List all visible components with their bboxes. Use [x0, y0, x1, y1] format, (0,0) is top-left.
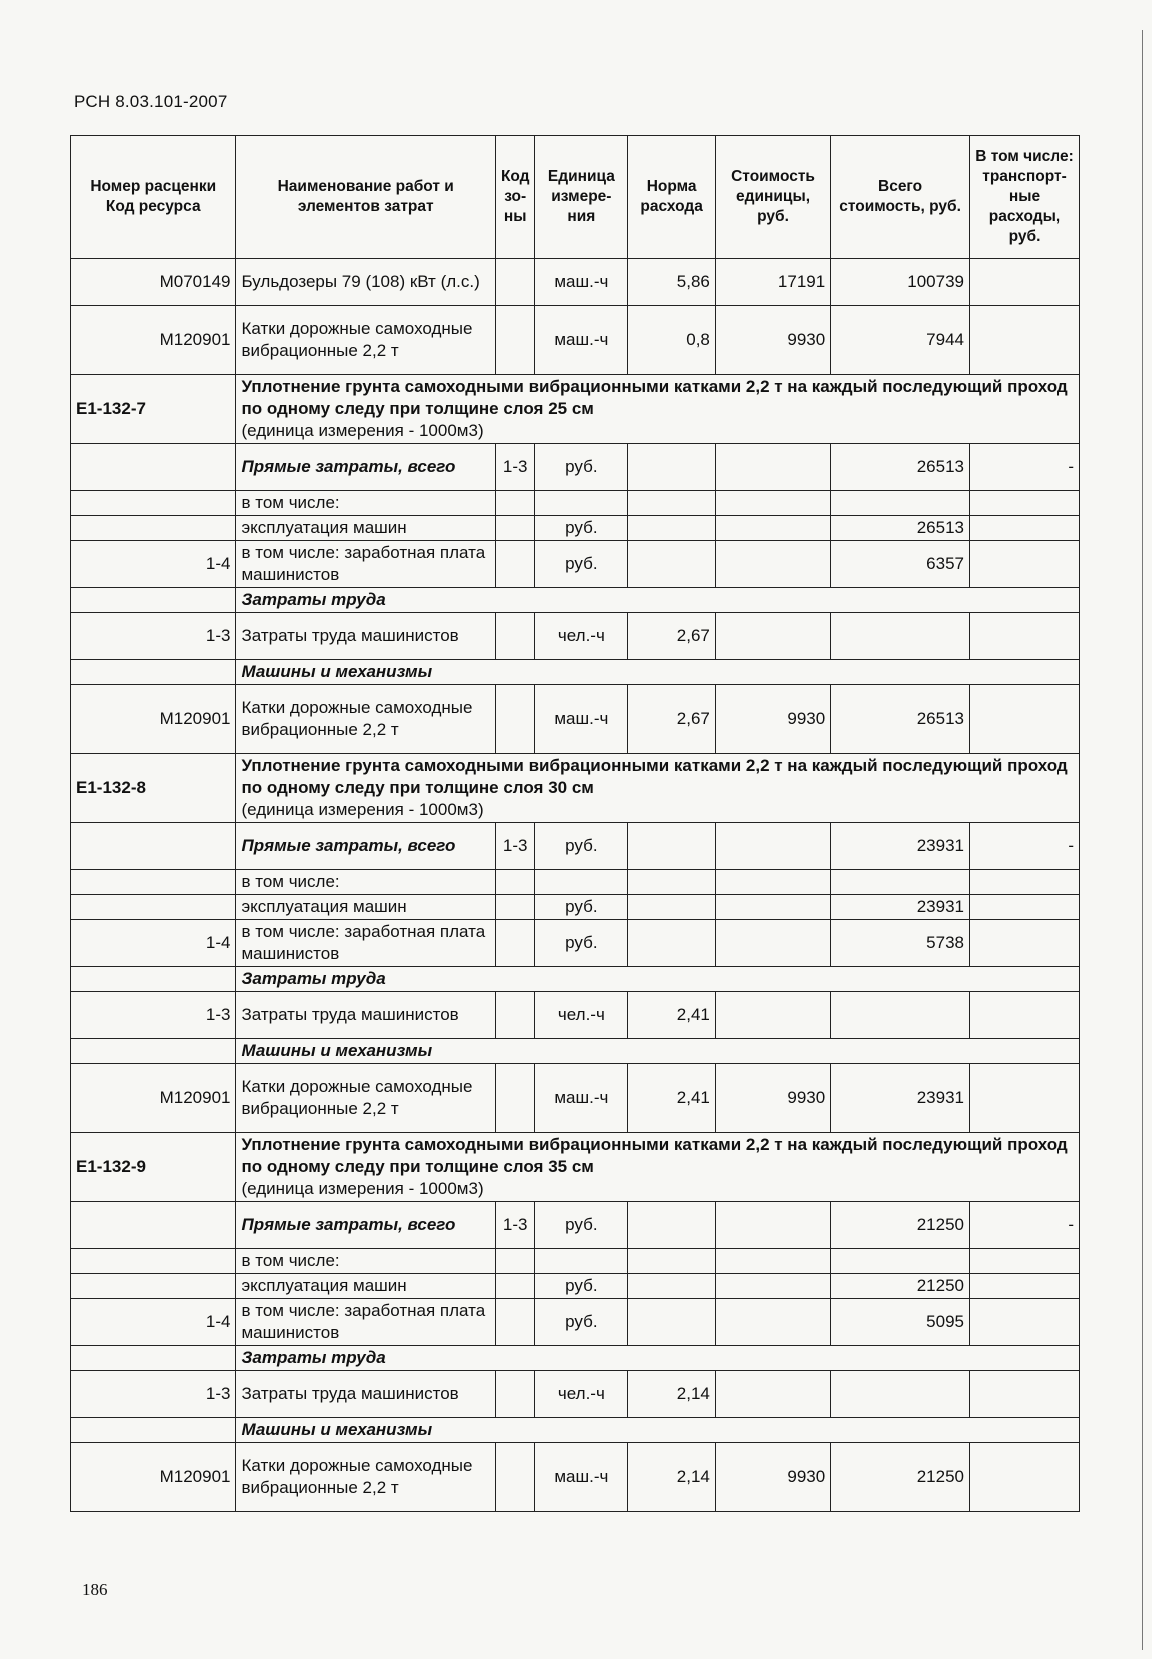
row-transport: [969, 685, 1079, 754]
row-unit-cost: [715, 1202, 830, 1249]
row-unit-cost: [715, 541, 830, 588]
row-unit-cost: [715, 870, 830, 895]
row-code: [71, 491, 236, 516]
row-name: Затраты труда машинистов: [236, 992, 495, 1039]
row-zone: [495, 685, 535, 754]
row-transport: [969, 1299, 1079, 1346]
row-unit-cost: 9930: [715, 685, 830, 754]
row-transport: -: [969, 1202, 1079, 1249]
row-unit: руб.: [535, 541, 628, 588]
row-code: М120901: [71, 685, 236, 754]
section-code: Е1-132-9: [71, 1133, 236, 1202]
row-norm: 2,41: [628, 992, 716, 1039]
row-unit-cost: [715, 516, 830, 541]
row-unit: руб.: [535, 516, 628, 541]
row-zone: [495, 516, 535, 541]
row-zone: [495, 541, 535, 588]
row-name: эксплуатация машин: [236, 895, 495, 920]
rates-table: [70, 135, 1080, 1512]
group-header-row: [71, 1418, 1080, 1443]
row-zone: [495, 306, 535, 375]
row-total: 23931: [831, 895, 970, 920]
table-row: [71, 1299, 1080, 1346]
row-code: [71, 588, 236, 613]
row-code: [71, 823, 236, 870]
row-norm: 2,14: [628, 1371, 716, 1418]
row-transport: [969, 613, 1079, 660]
row-zone: 1-3: [495, 823, 535, 870]
row-norm: [628, 1202, 716, 1249]
table-row: [71, 259, 1080, 306]
row-code: М120901: [71, 306, 236, 375]
section-title: Уплотнение грунта самоходными вибрационными катками 2,2 т на каждый последующий проход по одному следу при толщине слоя 25 см: [241, 377, 1068, 418]
row-name: в том числе: заработная плата машинистов: [236, 920, 495, 967]
row-unit: руб.: [535, 920, 628, 967]
row-unit: маш.-ч: [535, 1064, 628, 1133]
section-code: Е1-132-8: [71, 754, 236, 823]
table-row: [71, 613, 1080, 660]
row-unit: маш.-ч: [535, 259, 628, 306]
row-transport: [969, 259, 1079, 306]
row-name: Катки дорожные самоходные вибрационные 2,2 т: [236, 1064, 495, 1133]
table-row: [71, 823, 1080, 870]
table-row: [71, 1371, 1080, 1418]
table-row: [71, 306, 1080, 375]
section-unit-note: (единица измерения - 1000м3): [241, 800, 484, 819]
row-zone: [495, 1274, 535, 1299]
section-title-cell: [236, 375, 1080, 444]
row-norm: 0,8: [628, 306, 716, 375]
section-unit-note: (единица измерения - 1000м3): [241, 1179, 484, 1198]
group-header-row: [71, 1039, 1080, 1064]
row-total: [831, 1371, 970, 1418]
row-unit-cost: [715, 823, 830, 870]
row-name: Затраты труда машинистов: [236, 613, 495, 660]
row-norm: [628, 920, 716, 967]
row-unit: руб.: [535, 1274, 628, 1299]
row-total: [831, 870, 970, 895]
row-zone: [495, 491, 535, 516]
group-header-row: [71, 1346, 1080, 1371]
row-transport: [969, 491, 1079, 516]
row-name: эксплуатация машин: [236, 516, 495, 541]
row-unit-cost: [715, 1371, 830, 1418]
row-norm: [628, 516, 716, 541]
section-header-row: [71, 754, 1080, 823]
row-transport: [969, 895, 1079, 920]
row-total: 5095: [831, 1299, 970, 1346]
section-title: Уплотнение грунта самоходными вибрационными катками 2,2 т на каждый последующий проход по одному следу при толщине слоя 30 см: [241, 756, 1068, 797]
row-code: [71, 660, 236, 685]
row-unit-cost: 9930: [715, 1064, 830, 1133]
row-transport: [969, 1249, 1079, 1274]
row-total: 100739: [831, 259, 970, 306]
row-unit-cost: [715, 992, 830, 1039]
row-total: 21250: [831, 1202, 970, 1249]
row-name: в том числе:: [236, 1249, 495, 1274]
row-zone: [495, 895, 535, 920]
row-transport: [969, 870, 1079, 895]
row-code: [71, 444, 236, 491]
table-body: [71, 259, 1080, 1512]
row-norm: 2,67: [628, 613, 716, 660]
group-header-row: [71, 588, 1080, 613]
row-transport: [969, 920, 1079, 967]
row-zone: [495, 1249, 535, 1274]
group-title: Затраты труда: [236, 588, 1080, 613]
table-header-row: [71, 136, 1080, 259]
row-total: 7944: [831, 306, 970, 375]
row-code: 1-4: [71, 920, 236, 967]
row-unit-cost: [715, 491, 830, 516]
row-total: 5738: [831, 920, 970, 967]
row-code: [71, 1274, 236, 1299]
row-unit-cost: [715, 920, 830, 967]
row-total: 21250: [831, 1443, 970, 1512]
row-norm: [628, 823, 716, 870]
row-norm: [628, 895, 716, 920]
row-norm: [628, 1299, 716, 1346]
row-unit-cost: [715, 895, 830, 920]
row-transport: [969, 1371, 1079, 1418]
row-total: [831, 613, 970, 660]
row-name: Бульдозеры 79 (108) кВт (л.с.): [236, 259, 495, 306]
row-unit-cost: [715, 444, 830, 491]
row-unit: руб.: [535, 1299, 628, 1346]
table-row: [71, 541, 1080, 588]
col-header-total: Всего стоимость, руб.: [831, 136, 970, 259]
table-row: [71, 444, 1080, 491]
group-title: Машины и механизмы: [236, 660, 1080, 685]
page-number: 186: [82, 1580, 108, 1599]
row-transport: -: [969, 823, 1079, 870]
group-title: Затраты труда: [236, 1346, 1080, 1371]
row-norm: [628, 1249, 716, 1274]
row-code: 1-3: [71, 613, 236, 660]
row-transport: [969, 541, 1079, 588]
row-unit-cost: [715, 1299, 830, 1346]
group-title: Машины и механизмы: [236, 1039, 1080, 1064]
row-code: 1-4: [71, 1299, 236, 1346]
row-name: Прямые затраты, всего: [236, 1202, 495, 1249]
row-code: М120901: [71, 1064, 236, 1133]
row-code: [71, 516, 236, 541]
row-name: в том числе: заработная плата машинистов: [236, 541, 495, 588]
row-zone: [495, 870, 535, 895]
row-zone: [495, 1371, 535, 1418]
table-row: [71, 1202, 1080, 1249]
row-zone: [495, 1064, 535, 1133]
row-transport: [969, 1064, 1079, 1133]
group-header-row: [71, 660, 1080, 685]
page-edge-line: [1142, 30, 1143, 1650]
row-unit: чел.-ч: [535, 992, 628, 1039]
row-norm: [628, 870, 716, 895]
row-code: [71, 895, 236, 920]
col-header-norm: Норма расхода: [628, 136, 716, 259]
row-zone: [495, 613, 535, 660]
table-row: [71, 1443, 1080, 1512]
row-code: [71, 1039, 236, 1064]
row-code: [71, 1418, 236, 1443]
section-header-row: [71, 1133, 1080, 1202]
row-norm: 2,14: [628, 1443, 716, 1512]
row-norm: [628, 444, 716, 491]
row-name: эксплуатация машин: [236, 1274, 495, 1299]
group-title: Затраты труда: [236, 967, 1080, 992]
row-name: Катки дорожные самоходные вибрационные 2,2 т: [236, 685, 495, 754]
row-norm: [628, 491, 716, 516]
row-unit: [535, 1249, 628, 1274]
row-code: [71, 967, 236, 992]
row-total: [831, 992, 970, 1039]
row-transport: [969, 992, 1079, 1039]
row-code: [71, 1202, 236, 1249]
row-total: 26513: [831, 516, 970, 541]
row-transport: [969, 306, 1079, 375]
row-total: [831, 1249, 970, 1274]
table-row: [71, 1249, 1080, 1274]
row-unit-cost: 9930: [715, 1443, 830, 1512]
section-title-cell: [236, 1133, 1080, 1202]
row-name: в том числе:: [236, 870, 495, 895]
row-total: 21250: [831, 1274, 970, 1299]
table-row: [71, 870, 1080, 895]
row-unit: руб.: [535, 444, 628, 491]
document-code: РСН 8.03.101-2007: [74, 92, 228, 111]
row-zone: 1-3: [495, 444, 535, 491]
row-name: Прямые затраты, всего: [236, 823, 495, 870]
table-row: [71, 491, 1080, 516]
row-total: [831, 491, 970, 516]
row-unit: руб.: [535, 1202, 628, 1249]
row-transport: [969, 516, 1079, 541]
row-name: Прямые затраты, всего: [236, 444, 495, 491]
row-total: 23931: [831, 823, 970, 870]
row-zone: [495, 1443, 535, 1512]
row-zone: [495, 259, 535, 306]
section-header-row: [71, 375, 1080, 444]
row-zone: [495, 1299, 535, 1346]
row-total: 6357: [831, 541, 970, 588]
row-code: М070149: [71, 259, 236, 306]
col-header-unit: Единица измере- ния: [535, 136, 628, 259]
section-code: Е1-132-7: [71, 375, 236, 444]
group-title: Машины и механизмы: [236, 1418, 1080, 1443]
row-code: [71, 1346, 236, 1371]
row-unit: руб.: [535, 823, 628, 870]
row-transport: [969, 1274, 1079, 1299]
row-total: 26513: [831, 685, 970, 754]
row-zone: [495, 992, 535, 1039]
col-header-unit-cost: Стоимость единицы, руб.: [715, 136, 830, 259]
row-code: 1-4: [71, 541, 236, 588]
row-name: Катки дорожные самоходные вибрационные 2,2 т: [236, 1443, 495, 1512]
row-unit: маш.-ч: [535, 306, 628, 375]
section-unit-note: (единица измерения - 1000м3): [241, 421, 484, 440]
col-header-zone: Код зо- ны: [495, 136, 535, 259]
table-row: [71, 895, 1080, 920]
row-unit: чел.-ч: [535, 613, 628, 660]
row-total: 23931: [831, 1064, 970, 1133]
table-row: [71, 992, 1080, 1039]
row-unit-cost: 9930: [715, 306, 830, 375]
row-unit: руб.: [535, 895, 628, 920]
group-header-row: [71, 967, 1080, 992]
col-header-name: Наименование работ и элементов затрат: [236, 136, 495, 259]
row-unit-cost: [715, 1274, 830, 1299]
row-unit-cost: [715, 613, 830, 660]
row-unit: чел.-ч: [535, 1371, 628, 1418]
row-name: в том числе:: [236, 491, 495, 516]
row-unit: маш.-ч: [535, 1443, 628, 1512]
row-code: 1-3: [71, 992, 236, 1039]
row-unit: маш.-ч: [535, 685, 628, 754]
row-unit: [535, 491, 628, 516]
table-row: [71, 920, 1080, 967]
row-code: 1-3: [71, 1371, 236, 1418]
col-header-code: Номер расценки Код ресурса: [71, 136, 236, 259]
row-name: в том числе: заработная плата машинистов: [236, 1299, 495, 1346]
row-norm: 2,41: [628, 1064, 716, 1133]
row-unit-cost: [715, 1249, 830, 1274]
row-code: М120901: [71, 1443, 236, 1512]
row-code: [71, 870, 236, 895]
row-norm: [628, 1274, 716, 1299]
row-norm: [628, 541, 716, 588]
section-title: Уплотнение грунта самоходными вибрационными катками 2,2 т на каждый последующий проход по одному следу при толщине слоя 35 см: [241, 1135, 1068, 1176]
row-transport: -: [969, 444, 1079, 491]
row-norm: 5,86: [628, 259, 716, 306]
row-zone: 1-3: [495, 1202, 535, 1249]
section-title-cell: [236, 754, 1080, 823]
col-header-transport: В том числе: транспорт- ные расходы, руб.: [969, 136, 1079, 259]
row-norm: 2,67: [628, 685, 716, 754]
row-name: Катки дорожные самоходные вибрационные 2,2 т: [236, 306, 495, 375]
row-name: Затраты труда машинистов: [236, 1371, 495, 1418]
table-row: [71, 685, 1080, 754]
row-unit-cost: 17191: [715, 259, 830, 306]
row-total: 26513: [831, 444, 970, 491]
table-row: [71, 516, 1080, 541]
row-code: [71, 1249, 236, 1274]
row-transport: [969, 1443, 1079, 1512]
row-zone: [495, 920, 535, 967]
table-row: [71, 1274, 1080, 1299]
row-unit: [535, 870, 628, 895]
table-row: [71, 1064, 1080, 1133]
